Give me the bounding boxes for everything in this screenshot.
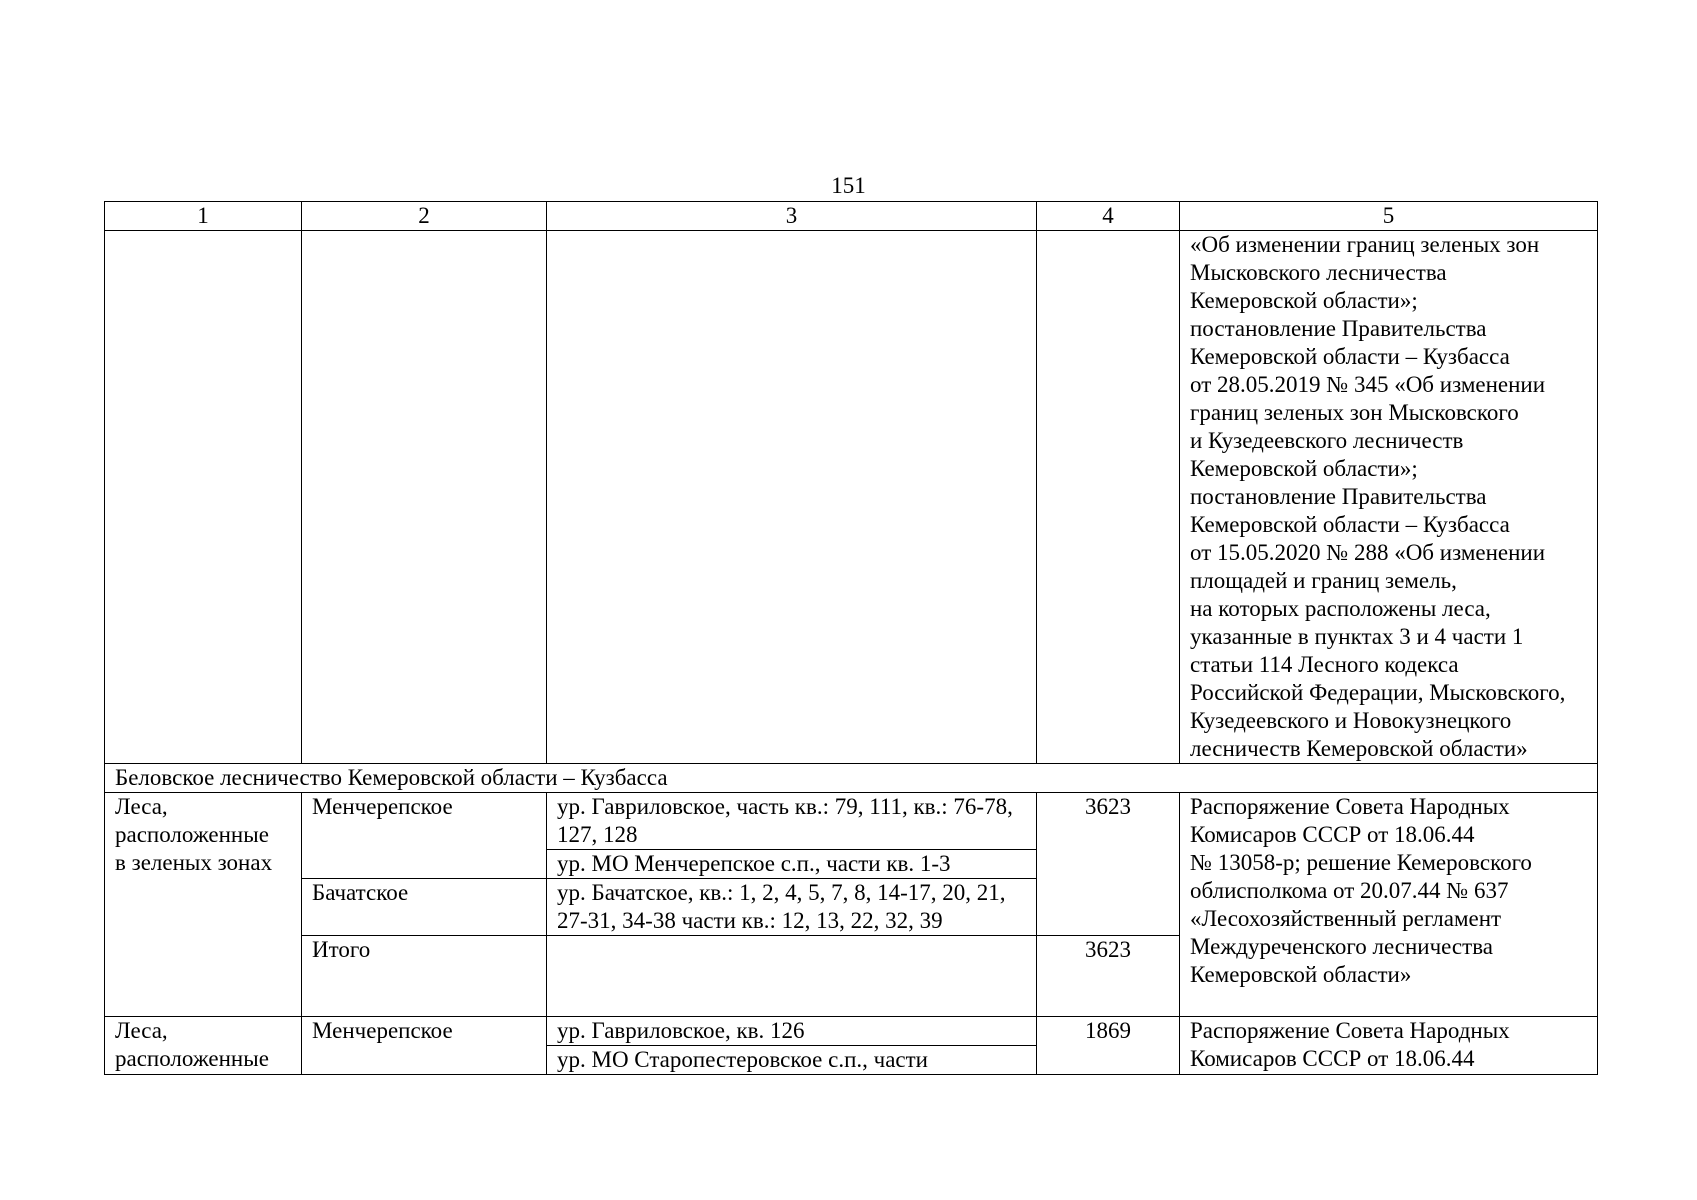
basis-line: «Лесохозяйственный регламент (1190, 906, 1502, 931)
category-line: в зеленых зонах (115, 850, 273, 875)
header-row (105, 202, 1598, 231)
header-col-5: 5 (1180, 202, 1598, 231)
basis-line: Распоряжение Совета Народных (1190, 1018, 1510, 1043)
basis-line: от 28.05.2019 № 345 «Об изменении (1190, 372, 1546, 397)
basis-line: границ зеленых зон Мысковского (1190, 400, 1519, 425)
continuation-basis (1180, 231, 1598, 764)
basis-line: от 15.05.2020 № 288 «Об изменении (1190, 540, 1546, 565)
forestry-name: Менчерепское (302, 1017, 547, 1075)
basis-line: Кемеровской области» (1190, 962, 1412, 987)
header-col-3: 3 (547, 202, 1037, 231)
basis-line: Междуреченского лесничества (1190, 934, 1493, 959)
page-number: 151 (831, 173, 866, 198)
basis-line: Кемеровской области – Кузбасса (1190, 344, 1510, 369)
location-cell: ур. Гавриловское, часть кв.: 79, 111, кв.: 76-78, 127, 128 (547, 793, 1037, 850)
basis-line: площадей и границ земель, (1190, 568, 1457, 593)
section-row (105, 764, 1598, 793)
total-area: 3623 (1037, 936, 1180, 1017)
forestry-name: Менчерепское (302, 793, 547, 879)
basis-line: постановление Правительства (1190, 484, 1487, 509)
basis-line: лесничеств Кемеровской области» (1190, 736, 1528, 761)
basis-line: Комисаров СССР от 18.06.44 (1190, 1046, 1475, 1071)
basis-cell (1180, 793, 1598, 1017)
header-col-2: 2 (302, 202, 547, 231)
basis-line: № 13058-р; решение Кемеровского (1190, 850, 1532, 875)
header-col-4: 4 (1037, 202, 1180, 231)
category-cell (105, 1017, 302, 1075)
location-cell: ур. МО Менчерепское с.п., части кв. 1-3 (547, 850, 1037, 879)
basis-line: Распоряжение Совета Народных (1190, 794, 1510, 819)
continuation-col-4 (1037, 231, 1180, 764)
continuation-row (105, 231, 1598, 764)
basis-line: Мысковского лесничества (1190, 260, 1447, 285)
table-row (105, 793, 1598, 850)
category-line: расположенные (115, 1046, 269, 1071)
basis-line: и Кузедеевского лесничеств (1190, 428, 1464, 453)
basis-cell (1180, 1017, 1598, 1075)
category-cell (105, 793, 302, 1017)
area-cell: 3623 (1037, 793, 1180, 936)
basis-line: Кемеровской области»; (1190, 288, 1418, 313)
basis-line: на которых расположены леса, (1190, 596, 1491, 621)
continuation-col-2 (302, 231, 547, 764)
basis-line: Российской Федерации, Мысковского, (1190, 680, 1566, 705)
basis-line: указанные в пунктах 3 и 4 части 1 (1190, 624, 1524, 649)
total-location-empty (547, 936, 1037, 1017)
total-label: Итого (302, 936, 547, 1017)
section-title: Беловское лесничество Кемеровской области – Кузбасса (105, 764, 1598, 793)
location-cell: ур. Бачатское, кв.: 1, 2, 4, 5, 7, 8, 14-17, 20, 21, 27-31, 34-38 части кв.: 12, 13, 22, 32, 39 (547, 879, 1037, 936)
basis-line: постановление Правительства (1190, 316, 1487, 341)
area-cell: 1869 (1037, 1017, 1180, 1075)
header-col-1: 1 (105, 202, 302, 231)
basis-line: Комисаров СССР от 18.06.44 (1190, 822, 1475, 847)
category-line: Леса, (115, 1018, 168, 1043)
forest-table (104, 201, 1598, 1075)
basis-line: Кузедеевского и Новокузнецкого (1190, 708, 1512, 733)
location-cell: ур. МО Старопестеровское с.п., части (547, 1046, 1037, 1075)
forestry-name: Бачатское (302, 879, 547, 936)
table-row (105, 1017, 1598, 1046)
basis-line: Кемеровской области»; (1190, 456, 1418, 481)
basis-line: статьи 114 Лесного кодекса (1190, 652, 1459, 677)
location-cell: ур. Гавриловское, кв. 126 (547, 1017, 1037, 1046)
continuation-col-3 (547, 231, 1037, 764)
basis-line: «Об изменении границ зеленых зон (1190, 232, 1540, 257)
continuation-col-1 (105, 231, 302, 764)
basis-line: Кемеровской области – Кузбасса (1190, 512, 1510, 537)
category-line: расположенные (115, 822, 269, 847)
basis-line: облисполкома от 20.07.44 № 637 (1190, 878, 1509, 903)
category-line: Леса, (115, 794, 168, 819)
